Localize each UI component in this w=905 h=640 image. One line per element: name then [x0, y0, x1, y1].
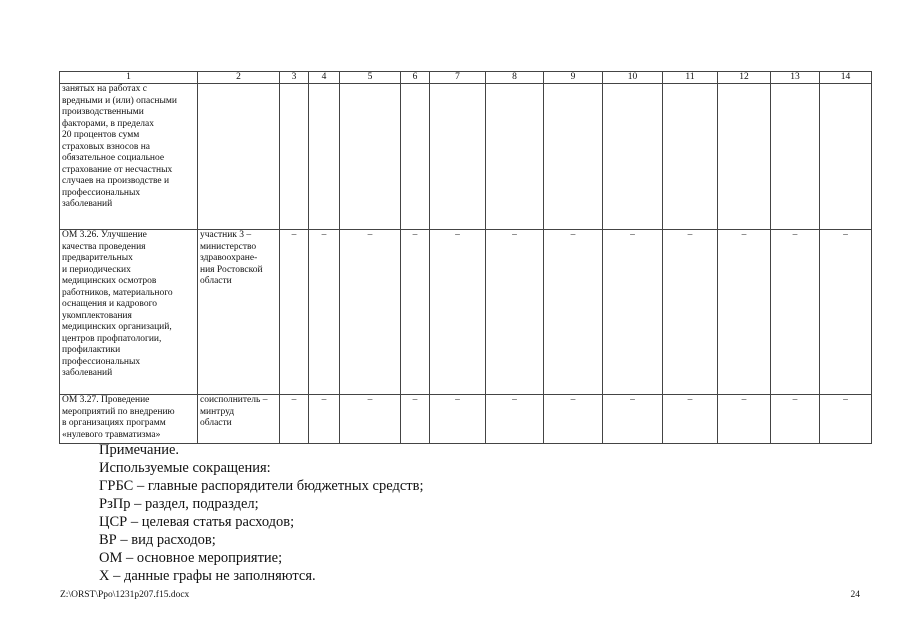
column-number-12: 12 — [718, 72, 771, 84]
abbreviation-item: ОМ – основное мероприятие; — [99, 550, 283, 566]
value-cell: – — [771, 230, 820, 395]
value-cell: – — [401, 395, 430, 444]
value-cell: – — [663, 395, 718, 444]
footer-file-path: Z:\ORST\Ppo\1231p207.f15.docx — [60, 590, 190, 600]
table-row — [60, 84, 872, 230]
value-cell — [401, 84, 430, 230]
value-cell: – — [280, 395, 309, 444]
activity-description-cell: ОМ 3.27. Проведение мероприятий по внедрению в организациях программ «нулевого травматизма» — [60, 395, 198, 444]
notes-title: Примечание. — [99, 442, 180, 458]
value-cell: – — [718, 230, 771, 395]
column-number-4: 4 — [309, 72, 340, 84]
value-cell: – — [603, 395, 663, 444]
column-number-8: 8 — [486, 72, 544, 84]
value-cell — [603, 84, 663, 230]
abbreviations-heading: Используемые сокращения: — [99, 460, 271, 476]
value-cell: – — [544, 395, 603, 444]
abbreviation-item: ГРБС – главные распорядители бюджетных средств; — [99, 478, 424, 494]
column-number-7: 7 — [430, 72, 486, 84]
value-cell — [280, 84, 309, 230]
program-table — [59, 71, 872, 444]
abbreviation-item: РзПр – раздел, подраздел; — [99, 496, 259, 512]
responsible-executor-cell — [198, 84, 280, 230]
table-row — [60, 395, 872, 444]
value-cell: – — [340, 395, 401, 444]
value-cell — [771, 84, 820, 230]
value-cell: – — [486, 230, 544, 395]
abbreviation-item: ЦСР – целевая статья расходов; — [99, 514, 295, 530]
column-number-13: 13 — [771, 72, 820, 84]
abbreviation-item: ВР – вид расходов; — [99, 532, 216, 548]
column-number-11: 11 — [663, 72, 718, 84]
column-number-10: 10 — [603, 72, 663, 84]
value-cell: – — [309, 230, 340, 395]
value-cell: – — [430, 395, 486, 444]
value-cell — [309, 84, 340, 230]
value-cell: – — [340, 230, 401, 395]
responsible-executor-cell: соисполнитель – минтруд области — [198, 395, 280, 444]
value-cell — [820, 84, 872, 230]
notes-block — [99, 441, 424, 585]
value-cell: – — [820, 230, 872, 395]
column-number-14: 14 — [820, 72, 872, 84]
column-number-2: 2 — [198, 72, 280, 84]
column-number-5: 5 — [340, 72, 401, 84]
responsible-executor-cell: участник 3 – министерство здравоохране- ния Ростовской области — [198, 230, 280, 395]
column-number-6: 6 — [401, 72, 430, 84]
value-cell: – — [820, 395, 872, 444]
value-cell — [430, 84, 486, 230]
value-cell — [486, 84, 544, 230]
value-cell: – — [280, 230, 309, 395]
table-row — [60, 230, 872, 395]
value-cell: – — [718, 395, 771, 444]
value-cell: – — [430, 230, 486, 395]
activity-description-cell: занятых на работах с вредными и (или) опасными производственными факторами, в пределах 20 процентов сумм страховых взносов на обязательное социальное страхование от несчастных случаев на производстве и профессиональных заболеваний — [60, 84, 198, 230]
abbreviation-item: Х – данные графы не заполняются. — [99, 568, 316, 584]
column-number-1: 1 — [60, 72, 198, 84]
value-cell — [718, 84, 771, 230]
value-cell: – — [309, 395, 340, 444]
page-number: 24 — [850, 590, 860, 600]
column-number-9: 9 — [544, 72, 603, 84]
column-number-3: 3 — [280, 72, 309, 84]
activity-description-cell: ОМ 3.26. Улучшение качества проведения предварительных и периодических медицинских осмотров работников, материального оснащения и кадрового укомплектования медицинских организаций, центров профпатологии, профилактики профессиональных заболеваний — [60, 230, 198, 395]
value-cell — [663, 84, 718, 230]
value-cell: – — [544, 230, 603, 395]
value-cell — [340, 84, 401, 230]
value-cell: – — [663, 230, 718, 395]
value-cell: – — [603, 230, 663, 395]
table-header-row — [60, 72, 872, 84]
value-cell — [544, 84, 603, 230]
value-cell: – — [401, 230, 430, 395]
value-cell: – — [771, 395, 820, 444]
value-cell: – — [486, 395, 544, 444]
